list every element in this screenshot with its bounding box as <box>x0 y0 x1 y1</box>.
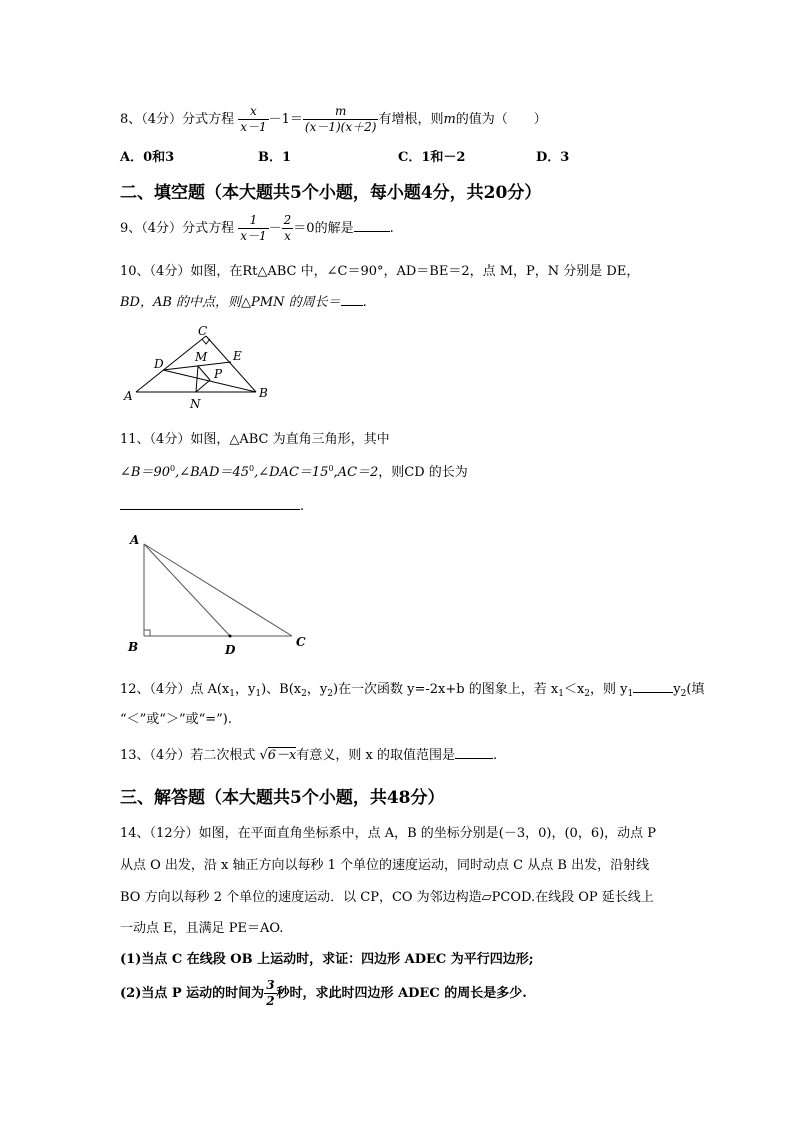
label-d: D <box>154 357 164 371</box>
question-text: 有意义，则 x 的取值范围是 <box>296 748 455 763</box>
square-root-symbol: √ <box>259 748 268 763</box>
question-score: （4分） <box>149 264 191 279</box>
question-text: ，则CD 的长为 <box>378 465 468 480</box>
answer-blank[interactable] <box>633 692 673 693</box>
fraction-numerator: 1 <box>238 213 268 229</box>
question-text: 如图，在Rt△ABC 中，∠C＝90°，AD＝BE＝2，点 M，P，N 分别是 DE， <box>190 264 640 279</box>
question-score: （4分） <box>149 432 191 447</box>
question-14-part-1: (1)当点 C 在线段 OB 上运动时，求证：四边形 ADEC 为平行四边形; <box>120 952 534 967</box>
question-score: （4分） <box>149 748 191 763</box>
question-score: （4分） <box>149 682 191 697</box>
degree-mark: 0 <box>249 464 255 473</box>
section-3-title: 三、解答题（本大题共5个小题，共48分） <box>120 788 445 808</box>
question-text: y <box>673 682 681 697</box>
degree-mark: 0 <box>328 464 334 473</box>
formula-part: ,∠DAC＝15 <box>254 465 329 480</box>
question-text: 的值为（ ） <box>455 112 547 127</box>
question-number: 8、 <box>120 112 142 127</box>
equation-part: ＝0 <box>293 221 315 236</box>
answer-blank[interactable] <box>120 509 300 510</box>
question-text: ，y <box>235 682 256 697</box>
fraction-numerator: m <box>303 104 379 120</box>
fraction-numerator: x <box>238 104 268 120</box>
answer-blank[interactable] <box>341 305 363 306</box>
answer-blank[interactable] <box>455 758 493 759</box>
triangle-figure-q11 <box>120 530 320 660</box>
fraction-1-over-x-minus-1 <box>238 213 268 244</box>
question-text: 分式方程 <box>182 221 235 236</box>
fraction-2-over-x <box>282 213 294 244</box>
question-9 <box>120 213 394 244</box>
question-14-line-4: 一动点 E，且满足 PE＝AO. <box>120 921 284 936</box>
question-text: 如图，△ABC 为直角三角形，其中 <box>190 432 390 447</box>
question-number: 14、 <box>120 826 150 841</box>
question-11-line-2 <box>120 461 468 480</box>
question-11-answer-line <box>120 499 304 514</box>
period: . <box>389 221 394 236</box>
question-text: ，则 y <box>590 682 628 697</box>
formula-part: ,∠BAD＝45 <box>175 465 250 480</box>
subscript: 2 <box>327 689 333 699</box>
fraction-denominator: 2 <box>266 994 275 1008</box>
question-10-line-1 <box>120 260 639 279</box>
question-score: （4分） <box>141 221 183 236</box>
question-score: （12分） <box>149 826 199 841</box>
question-score: （4分） <box>141 112 183 127</box>
equation-part: －1＝ <box>268 112 303 127</box>
question-number: 13、 <box>120 748 150 763</box>
question-text: 如图，在平面直角坐标系中，点 A，B 的坐标分别是(－3，0)，(0，6)，动点 P <box>198 826 657 841</box>
variable-m: m <box>443 112 456 127</box>
radicand: 6－x <box>267 748 297 763</box>
period: . <box>493 748 498 763</box>
fraction-denominator: x－1 <box>240 229 267 243</box>
question-number: 11、 <box>120 432 150 447</box>
triangle-figure-q10 <box>118 322 278 412</box>
subscript: 1 <box>558 689 564 699</box>
subscript: 2 <box>584 689 591 699</box>
question-number: 9、 <box>120 221 142 236</box>
label-b: B <box>128 640 139 654</box>
question-text: 秒时，求此时四边形 ADEC 的周长是多少. <box>276 986 527 1001</box>
section-2-title: 二、填空题（本大题共5个小题，每小题4分，共20分） <box>120 183 542 203</box>
period: . <box>362 295 367 310</box>
question-text: 的解是 <box>314 221 354 236</box>
subscript: 2 <box>301 689 307 699</box>
period: . <box>300 499 305 514</box>
formula-part: ∠B＝90 <box>120 465 170 480</box>
question-text: 有增根，则 <box>378 112 444 127</box>
question-text: 分式方程 <box>182 112 235 127</box>
option-d: D．3 <box>536 150 570 165</box>
question-text: 若二次根式 <box>190 748 256 763</box>
question-10-line-2 <box>120 291 367 310</box>
fraction-numerator: 3 <box>266 978 275 992</box>
label-a: A <box>124 389 133 403</box>
equation-part: － <box>268 221 282 236</box>
subscript: 1 <box>255 689 262 699</box>
fraction-denominator: x <box>284 229 291 243</box>
question-14-line-2: 从点 O 出发，沿 x 轴正方向以每秒 1 个单位的速度运动，同时动点 C 从点 B 出发，沿射线 <box>120 858 650 873</box>
question-text: 点 A(x <box>190 682 230 697</box>
label-e: E <box>233 349 242 363</box>
question-12-line-2: “＜”或“＞”或“=”). <box>120 712 232 727</box>
question-text: BD，AB 的中点，则△PMN 的周长＝ <box>120 295 341 310</box>
answer-blank[interactable] <box>354 231 390 232</box>
label-n: N <box>190 397 201 411</box>
question-text: (填 <box>686 682 705 697</box>
label-c: C <box>296 635 306 649</box>
point-d <box>229 635 232 638</box>
fraction-m-over-product <box>303 104 379 135</box>
label-d: D <box>225 643 236 657</box>
question-13 <box>120 744 497 763</box>
question-text: ＜x <box>563 682 585 697</box>
fraction-numerator: 2 <box>283 213 292 227</box>
option-b: B．1 <box>258 150 292 165</box>
question-number: 10、 <box>120 264 150 279</box>
question-text: )在一次函数 y=-2x+b 的图象上，若 x <box>332 682 559 697</box>
question-text: ，y <box>306 682 328 697</box>
question-14-line-3: BO 方向以每秒 2 个单位的速度运动．以 CP，CO 为邻边构造▱PCOD.在线段 OP 延长线上 <box>120 890 654 905</box>
label-a: A <box>130 533 140 547</box>
fraction-denominator: x－1 <box>240 120 267 134</box>
question-14-part-2 <box>120 978 527 1009</box>
option-c: C．1和－2 <box>398 150 466 165</box>
fraction-3-over-2 <box>264 978 276 1009</box>
fraction-x-over-x-minus-1 <box>238 104 268 135</box>
question-14-line-1 <box>120 822 656 841</box>
label-c: C <box>198 324 208 338</box>
question-number: 12、 <box>120 682 150 697</box>
subscript: 1 <box>229 689 235 699</box>
question-text: )、B(x <box>261 682 302 697</box>
label-m: M <box>195 350 208 364</box>
label-p: P <box>214 367 223 381</box>
question-11-line-1 <box>120 428 390 447</box>
option-a: A．0和3 <box>120 150 175 165</box>
formula-part: ,AC＝2 <box>333 465 379 480</box>
fraction-denominator: (x－1)(x＋2) <box>304 120 377 134</box>
label-b: B <box>259 386 268 400</box>
degree-mark: 0 <box>170 464 176 473</box>
question-12-line-1 <box>120 678 704 699</box>
question-text: (2)当点 P 运动的时间为 <box>120 986 265 1001</box>
subscript: 1 <box>627 689 634 699</box>
subscript: 2 <box>680 689 687 699</box>
question-8 <box>120 104 547 135</box>
